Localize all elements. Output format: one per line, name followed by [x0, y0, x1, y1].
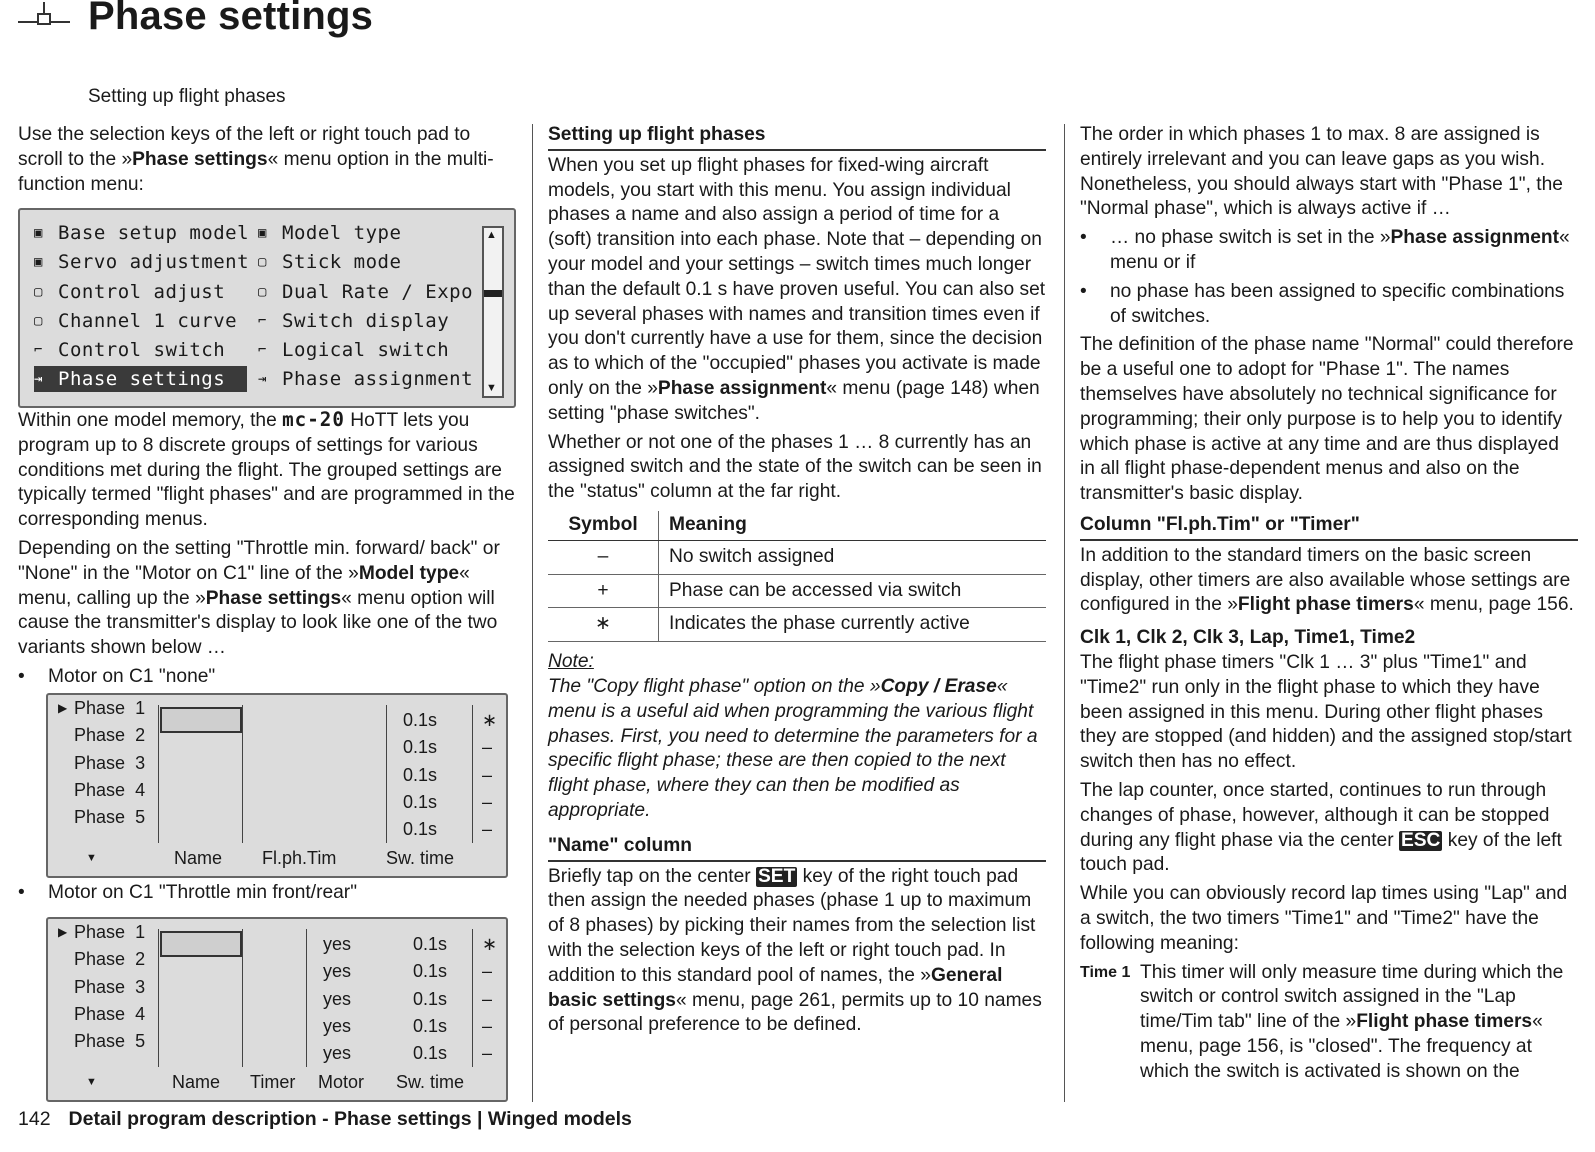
control-icon: ▢ [258, 254, 267, 270]
phase-row-5[interactable]: Phase 5 [74, 1031, 146, 1051]
switch-time-2[interactable]: 0.1s [413, 961, 448, 981]
menu-item-control-adjust[interactable]: ▢ Control adjust [34, 281, 226, 303]
page-subtitle: Setting up flight phases [88, 86, 286, 107]
name-field-selected[interactable] [160, 707, 242, 733]
intro-paragraph: Use the selection keys of the left or right touch pad to scroll to the »Phase settings« menu option in the multi-function menu: [18, 124, 494, 195]
order-paragraph: The order in which phases 1 to max. 8 are assigned is entirely irrelevant and you can leave gaps as you wish. Nonetheless, you should always start with "Phase 1", the "Normal phase", which is always active if … [1080, 124, 1563, 220]
timers-paragraph: In addition to the standard timers on the basic screen display, other timers are also available whose settings are configured in the »Flight phase timers« menu, page 156. [1080, 544, 1574, 616]
lap-paragraph: The lap counter, once started, continues to run through changes of phase, however, although it can be stopped during any flight phase via the center ESC key of the left touch pad. [1080, 779, 1562, 876]
model-icon: ▣ [258, 225, 267, 241]
status-5: – [482, 1043, 493, 1063]
phase-row-4[interactable]: Phase 4 [74, 1004, 146, 1024]
scroll-up-icon[interactable]: ▲ [486, 229, 497, 241]
symbol-table [548, 511, 1046, 642]
motor-4[interactable]: yes [323, 1016, 352, 1036]
section-heading-name-column: "Name" column [548, 834, 1046, 862]
header-name: Name [172, 1072, 221, 1092]
section-heading-timer-column: Column "Fl.ph.Tim" or "Timer" [1080, 513, 1578, 541]
section-heading-setup: Setting up flight phases [548, 123, 1046, 151]
phase-icon: ⇥ [258, 371, 267, 387]
symbol-header: Symbol [548, 511, 659, 540]
header-sw-time: Sw. time [386, 848, 455, 868]
column-divider [306, 929, 307, 1067]
active-row-cursor-icon: ▶ [58, 701, 68, 715]
switch-icon: ⌐ [258, 342, 267, 358]
scroll-down-arrow-icon[interactable]: ▼ [86, 852, 97, 864]
phase-row-3[interactable]: Phase 3 [74, 977, 146, 997]
header-name: Name [174, 848, 223, 868]
control-icon: ▢ [34, 313, 43, 329]
menu-item-base-setup-model[interactable]: ▣ Base setup model [34, 222, 250, 244]
switch-time-1[interactable]: 0.1s [403, 710, 438, 730]
phase-settings-screen-throttle [46, 917, 508, 1102]
column-1-continued [18, 408, 516, 694]
column-divider [158, 929, 159, 1067]
esc-key: ESC [1400, 829, 1441, 851]
phase-settings-screen-none [46, 693, 508, 878]
switch-time-1[interactable]: 0.1s [413, 934, 448, 954]
status-5: – [482, 819, 493, 839]
switch-time-5[interactable]: 0.1s [413, 1043, 448, 1063]
table-row: ∗ Indicates the phase currently active [548, 608, 1046, 642]
status-2: – [482, 961, 493, 981]
header-sw-time: Sw. time [396, 1072, 465, 1092]
footer-text: Detail program description - Phase settings | Winged models [68, 1108, 632, 1130]
phase-row-2[interactable]: Phase 2 [74, 725, 146, 745]
column-divider-1 [532, 124, 533, 1102]
normal-paragraph: The definition of the phase name "Normal" could therefore be a useful one to adopt for "Phase 1". The names themselves have absolutely no technical significance for programming; their only purpose is to help you to identify which phase is active at any time and are thus displayed in all flight phase-dependent menus and also on the transmitter's basic display. [1080, 334, 1574, 505]
header-switch-icon [18, 2, 70, 32]
motor-5[interactable]: yes [323, 1043, 352, 1063]
bullet-no-switch: • … no phase switch is set in the »Phase assignment« menu or if [1080, 226, 1578, 276]
mc20-brand: mc-20 [282, 408, 345, 431]
status-4: – [482, 1016, 493, 1036]
phase-row-3[interactable]: Phase 3 [74, 753, 146, 773]
status-1: ∗ [482, 934, 498, 954]
page-footer [18, 1108, 632, 1131]
switch-time-3[interactable]: 0.1s [403, 765, 438, 785]
column-divider [386, 705, 387, 843]
page-number: 142 [18, 1108, 51, 1130]
multifunction-menu-screen [18, 208, 516, 408]
menu-item-channel-1-curve[interactable]: ▢ Channel 1 curve [34, 310, 238, 332]
status-paragraph: Whether or not one of the phases 1 … 8 currently has an assigned switch and the state of the switch can be seen in the "status" column at the far right. [548, 431, 1042, 503]
menu-item-phase-settings[interactable]: ⇥ Phase settings [34, 366, 247, 392]
model-icon: ▣ [34, 254, 43, 270]
column-divider [472, 929, 473, 1067]
column-divider [158, 705, 159, 843]
variants-paragraph: Depending on the setting "Throttle min. forward/ back" or "None" in the "Motor on C1" line of the »Model type« menu, calling up the »Phase settings« menu option will cause the transmitter's display to look like one of the two variants shown below … [18, 537, 500, 659]
status-1: ∗ [482, 710, 498, 730]
status-4: – [482, 792, 493, 812]
name-column-paragraph: Briefly tap on the center SET key of the right touch pad then assign the needed phases (phase 1 up to maximum of 8 phases) by picking their names from the selection list with the selection keys of the left or right touch pad. In addition to this standard pool of names, the »General basic settings« menu, page 261, permits up to 10 names of personal preference to be defined. [548, 865, 1042, 1036]
motor-2[interactable]: yes [323, 961, 352, 981]
bullet-no-combination: • no phase has been assigned to specific combinations of switches. [1080, 280, 1578, 330]
column-divider-2 [1064, 124, 1065, 1102]
menu-item-control-switch[interactable]: ⌐ Control switch [34, 339, 226, 361]
column-2 [548, 123, 1046, 1042]
time-paragraph: While you can obviously record lap times using "Lap" and a switch, the two timers "Time1" and "Time2" have the following meaning: [1080, 883, 1568, 954]
control-icon: ▢ [34, 284, 43, 300]
switch-icon: ⌐ [34, 342, 43, 358]
motor-3[interactable]: yes [323, 989, 352, 1009]
time1-definition: Time 1 This timer will only measure time during which the switch or control switch assigned in the "Lap time/Tim tab" line of the »Flight phase timers« menu, page 156, is "closed". The frequency at which the switch is activated is shown on the [1080, 961, 1564, 1082]
column-3 [1080, 123, 1578, 1084]
menu-item-logical-switch[interactable]: ⌐ Logical switch [258, 339, 450, 361]
table-row: – No switch assigned [548, 540, 1046, 574]
menu-item-model-type[interactable]: ▣ Model type [258, 222, 402, 244]
column-divider [472, 705, 473, 843]
status-3: – [482, 765, 493, 785]
phase-row-1[interactable]: Phase 1 [74, 698, 146, 718]
control-icon: ▢ [258, 284, 267, 300]
switch-time-2[interactable]: 0.1s [403, 737, 438, 757]
scroll-thumb[interactable] [484, 290, 502, 297]
phase-row-1[interactable]: Phase 1 [74, 922, 146, 942]
phase-row-2[interactable]: Phase 2 [74, 949, 146, 969]
note-paragraph: Note: The "Copy flight phase" option on the »Copy / Erase« menu is a useful aid when programming the various flight phases. First, you need to determine the parameters for a specific flight phase; these are then copied to the next flight phase, where they can then be modified as appropriate. [548, 651, 1038, 821]
bullet-2-wrap [18, 881, 516, 910]
switch-time-3[interactable]: 0.1s [413, 989, 448, 1009]
model-icon: ▣ [34, 225, 43, 241]
table-row: + Phase can be accessed via switch [548, 574, 1046, 608]
column-divider [242, 705, 243, 843]
clk-paragraph: The flight phase timers "Clk 1 … 3" plus "Time1" and "Time2" run only in the flight phase to which they have been assigned in this menu. During other flight phases they are stopped (and hidden) and the assigned stop/start switch then has no effect. [1080, 651, 1572, 773]
status-2: – [482, 737, 493, 757]
scroll-down-arrow-icon[interactable]: ▼ [86, 1076, 97, 1088]
switch-time-4[interactable]: 0.1s [403, 792, 438, 812]
page-title: Phase settings [88, 0, 374, 38]
phase-row-5[interactable]: Phase 5 [74, 807, 146, 827]
bullet-motor-throttle: • Motor on C1 "Throttle min front/rear" [18, 881, 516, 906]
menu-item-phase-assignment[interactable]: ⇥ Phase assignment [258, 368, 474, 390]
column-1 [18, 123, 516, 201]
name-field-selected[interactable] [160, 931, 242, 957]
menu-item-dual-rate-expo[interactable]: ▢ Dual Rate / Expo [258, 281, 474, 303]
column-divider [242, 929, 243, 1067]
switch-icon: ⌐ [258, 313, 267, 329]
active-row-cursor-icon: ▶ [58, 925, 68, 939]
mc20-paragraph: Within one model memory, the mc-20 HoTT lets you program up to 8 discrete groups of settings for various conditions met during the flight. The grouped settings are typically termed "flight phases" and are programmed in the corresponding menus. [18, 408, 515, 531]
switch-time-4[interactable]: 0.1s [413, 1016, 448, 1036]
meaning-header: Meaning [659, 511, 1047, 540]
header-motor: Motor [318, 1072, 365, 1092]
header-flph-tim: Fl.ph.Tim [262, 848, 337, 868]
menu-item-servo-adjustment[interactable]: ▣ Servo adjustment [34, 251, 250, 273]
scroll-down-icon[interactable]: ▼ [486, 382, 497, 394]
status-3: – [482, 989, 493, 1009]
setup-paragraph: When you set up flight phases for fixed-wing aircraft models, you start with this menu. You assign individual phases a name and also assign a period of time for a (soft) transition into each phase. Note that – depending on your model and your settings – switch times much longer than the default 0.1 s have proven useful. You can also set up several phases with names and transition times even if you don't currently have a use for them, since the decision as to which of the "occupied" phases you activate is made only on the »Phase assignment« menu (page 148) when setting "phase switches". [548, 154, 1046, 424]
switch-time-5[interactable]: 0.1s [403, 819, 438, 839]
motor-1[interactable]: yes [323, 934, 352, 954]
clk-heading: Clk 1, Clk 2, Clk 3, Lap, Time1, Time2 [1080, 627, 1416, 649]
menu-scrollbar[interactable] [482, 226, 504, 398]
set-key: SET [757, 865, 796, 887]
menu-item-stick-mode[interactable]: ▢ Stick mode [258, 251, 402, 273]
header-timer: Timer [250, 1072, 296, 1092]
phase-row-4[interactable]: Phase 4 [74, 780, 146, 800]
phase-icon: ⇥ [34, 371, 43, 387]
bullet-motor-none: • Motor on C1 "none" [18, 665, 516, 690]
menu-item-switch-display[interactable]: ⌐ Switch display [258, 310, 450, 332]
